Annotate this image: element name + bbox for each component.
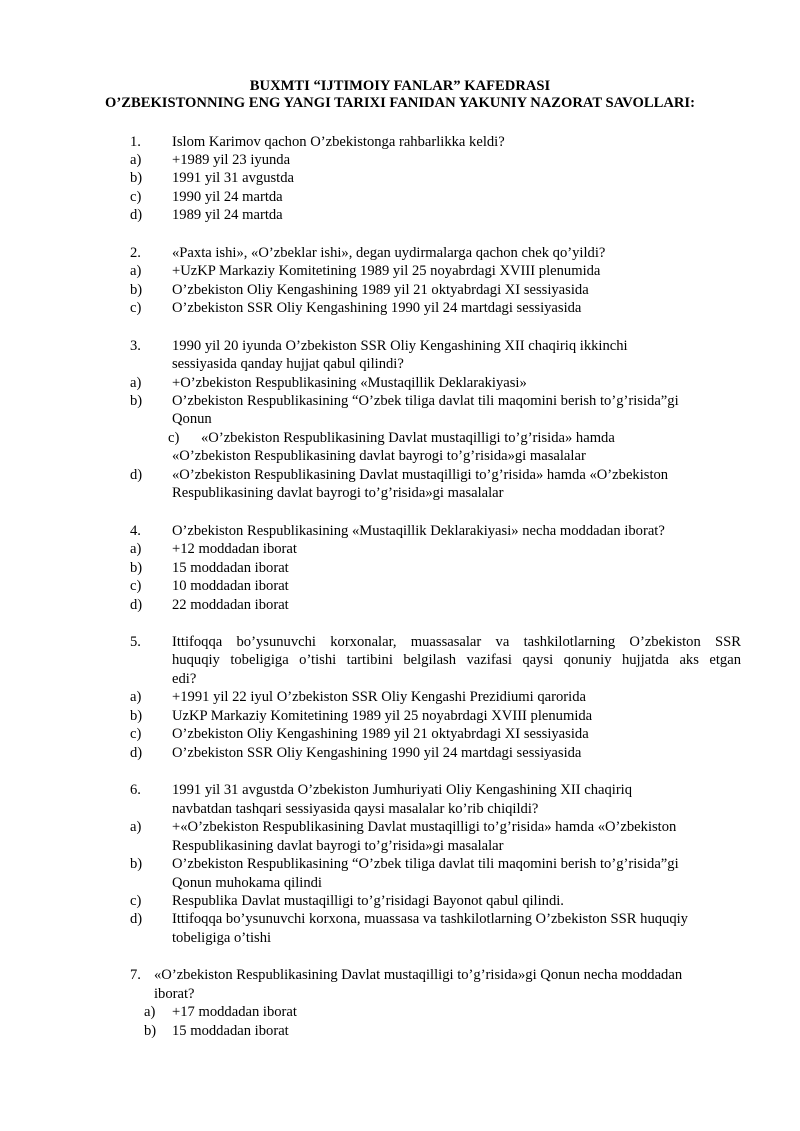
option-text: 1991 yil 31 avgustda (172, 170, 295, 186)
question-text: «O’zbekiston Respublikasining Davlat mustaqilligi to’g’risida»gi Qonun necha moddadan (154, 967, 683, 983)
question-text: iborat? (154, 986, 195, 1002)
option-text: O’zbekiston Oliy Kengashining 1989 yil 21 oktyabrdagi XI sessiyasida (172, 726, 589, 742)
option-text: +O’zbekiston Respublikasining «Mustaqillik Deklarakiyasi» (172, 375, 527, 391)
option-label: b) (130, 560, 143, 576)
option-label: c) (168, 430, 180, 446)
option-label: b) (130, 856, 143, 872)
option-text: O’zbekiston Respublikasining “O’zbek tiliga davlat tili maqomini berish to’g’risida”gi (172, 393, 679, 409)
option-text: +12 moddadan iborat (172, 541, 297, 557)
option-label: a) (130, 819, 142, 835)
question-text: huquqiy tobeligiga o’tishi tartibini belgilash vazifasi qaysi qonuniy hujjatda aks etgan (172, 652, 741, 668)
option-text: Respublikasining davlat bayrogi to’g’risida»gi masalalar (172, 838, 504, 854)
question-number: 1. (130, 134, 141, 150)
option-text: +1989 yil 23 iyunda (172, 152, 291, 168)
option-text: Respublikasining davlat bayrogi to’g’risida»gi masalalar (172, 485, 504, 501)
option-text: +«O’zbekiston Respublikasining Davlat mustaqilligi to’g’risida» hamda «O’zbekiston (172, 819, 677, 835)
option-text: +1991 yil 22 iyul O’zbekiston SSR Oliy Kengashi Prezidiumi qarorida (172, 689, 586, 705)
option-text: O’zbekiston Oliy Kengashining 1989 yil 21 oktyabrdagi XI sessiyasida (172, 282, 589, 298)
question-text: edi? (172, 671, 197, 687)
document-header (0, 78, 800, 112)
option-label: b) (130, 282, 143, 298)
option-label: b) (144, 1023, 157, 1039)
option-label: d) (130, 207, 143, 223)
exam-title: O’ZBEKISTONNING ENG YANGI TARIXI FANIDAN YAKUNIY NAZORAT SAVOLLARI: (105, 95, 695, 111)
question-text: Islom Karimov qachon O’zbekistonga rahbarlikka keldi? (172, 134, 505, 150)
option-label: a) (130, 375, 142, 391)
question-text: sessiyasida qanday hujjat qabul qilindi? (172, 356, 404, 372)
question-number: 4. (130, 523, 141, 539)
question-number: 2. (130, 245, 141, 261)
option-label: a) (130, 689, 142, 705)
option-label: b) (130, 393, 143, 409)
option-label: d) (130, 911, 143, 927)
option-label: d) (130, 467, 143, 483)
option-text: O’zbekiston Respublikasining “O’zbek tiliga davlat tili maqomini berish to’g’risida”gi (172, 856, 679, 872)
option-label: c) (130, 726, 142, 742)
option-text: Qonun muhokama qilindi (172, 875, 322, 891)
option-label: c) (130, 893, 142, 909)
question-text: «Paxta ishi», «O’zbeklar ishi», degan uydirmalarga qachon chek qo’yildi? (172, 245, 606, 261)
option-label: b) (130, 708, 143, 724)
option-label: a) (130, 541, 142, 557)
question-text: 1990 yil 20 iyunda O’zbekiston SSR Oliy Kengashining XII chaqiriq ikkinchi (172, 338, 628, 354)
option-text: 22 moddadan iborat (172, 597, 289, 613)
question-number: 7. (130, 967, 141, 983)
option-label: a) (144, 1004, 156, 1020)
option-text: +UzKP Markaziy Komitetining 1989 yil 25 noyabrdagi XVIII plenumida (172, 263, 601, 279)
option-label: c) (130, 578, 142, 594)
option-label: d) (130, 745, 143, 761)
question-text: navbatdan tashqari sessiyasida qaysi masalalar ko’rib chiqildi? (172, 801, 539, 817)
question-number: 6. (130, 782, 141, 798)
option-text: 10 moddadan iborat (172, 578, 289, 594)
option-label: c) (130, 300, 142, 316)
option-text: «O’zbekiston Respublikasining Davlat mustaqilligi to’g’risida» hamda (201, 430, 615, 446)
option-text: Ittifoqqa bo’ysunuvchi korxona, muassasa va tashkilotlarning O’zbekiston SSR huquqiy (172, 911, 688, 927)
option-label: d) (130, 597, 143, 613)
question-number: 3. (130, 338, 141, 354)
question-text: 1991 yil 31 avgustda O’zbekiston Jumhuriyati Oliy Kengashining XII chaqiriq (172, 782, 633, 798)
option-text: O’zbekiston SSR Oliy Kengashining 1990 yil 24 martdagi sessiyasida (172, 300, 582, 316)
option-label: b) (130, 170, 143, 186)
option-text: O’zbekiston SSR Oliy Kengashining 1990 yil 24 martdagi sessiyasida (172, 745, 582, 761)
option-label: a) (130, 152, 142, 168)
option-label: c) (130, 189, 142, 205)
option-text: 15 moddadan iborat (172, 560, 289, 576)
option-text: Qonun (172, 411, 212, 427)
option-text: 1989 yil 24 martda (172, 207, 283, 223)
option-text: 15 moddadan iborat (172, 1023, 289, 1039)
option-text: «O’zbekiston Respublikasining Davlat mustaqilligi to’g’risida» hamda «O’zbekiston (172, 467, 669, 483)
department-title: BUXMTI “IJTIMOIY FANLAR” KAFEDRASI (249, 78, 551, 94)
option-text: 1990 yil 24 martda (172, 189, 283, 205)
option-text: UzKP Markaziy Komitetining 1989 yil 25 noyabrdagi XVIII plenumida (172, 708, 593, 724)
option-text: Respublika Davlat mustaqilligi to’g’risidagi Bayonot qabul qilindi. (172, 893, 564, 909)
option-label: a) (130, 263, 142, 279)
option-text: tobeligiga o’tishi (172, 930, 272, 946)
option-text: +17 moddadan iborat (172, 1004, 297, 1020)
question-text: O’zbekiston Respublikasining «Mustaqillik Deklarakiyasi» necha moddadan iborat? (172, 523, 665, 539)
question-number: 5. (130, 634, 141, 650)
option-text: «O’zbekiston Respublikasining davlat bayrogi to’g’risida»gi masalalar (172, 448, 586, 464)
question-text: Ittifoqqa bo’ysunuvchi korxonalar, muassasalar va tashkilotlarning O’zbekiston SSR (172, 634, 741, 650)
